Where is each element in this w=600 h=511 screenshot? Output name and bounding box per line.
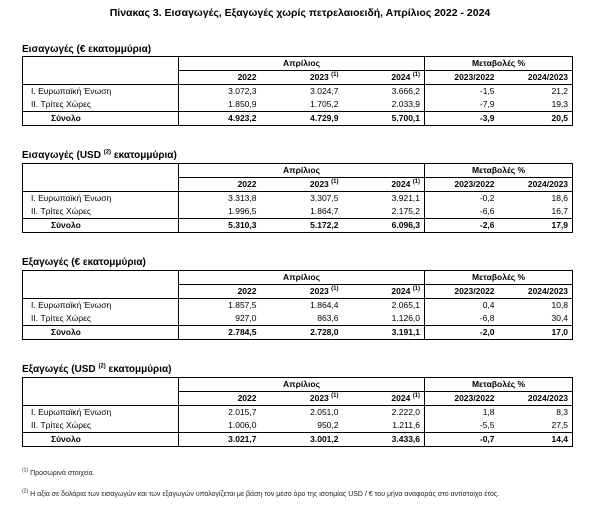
- header-columns-row: [23, 178, 573, 192]
- cell-change-2023-2022: -2,6: [479, 220, 495, 230]
- header-group-change: Μεταβολές %: [425, 271, 573, 285]
- table-row: [23, 98, 573, 112]
- cell-2024: 2.033,9: [343, 98, 425, 112]
- row-label: Σύνολο: [23, 219, 179, 233]
- column-header: 2022: [179, 285, 261, 299]
- header-group-row: [23, 57, 573, 71]
- cell-change-2024-2023: 16,7: [551, 206, 569, 216]
- footnote-ref: (1): [412, 393, 421, 400]
- row-label: Σύνολο: [23, 433, 179, 447]
- footnote-ref: (1): [331, 179, 339, 186]
- section-title: Εισαγωγές (€ εκατομμύρια): [22, 44, 152, 55]
- header-empty-cell: [23, 57, 179, 71]
- header-empty-cell: [23, 164, 179, 178]
- cell-2022: 927,0: [235, 313, 257, 323]
- cell-2022: 1.857,5: [228, 300, 257, 310]
- column-header: 2024/2023: [499, 71, 573, 85]
- column-header: 2023/2022: [425, 71, 499, 85]
- row-label: I. Ευρωπαϊκή Ένωση: [23, 406, 179, 420]
- footnote-ref: (1): [412, 179, 421, 186]
- header-group-change: Μεταβολές %: [425, 378, 573, 392]
- header-empty-cell: [23, 271, 179, 285]
- cell-2022: 2.015,7: [228, 407, 257, 417]
- cell-2023: 950,2: [317, 420, 339, 430]
- header-empty-cell: [23, 392, 179, 406]
- header-empty-cell: [23, 178, 179, 192]
- footnote-ref: (1): [331, 286, 339, 293]
- footnote-ref: (2): [98, 363, 106, 370]
- total-row: [23, 326, 573, 340]
- cell-2024: 6.096,3: [343, 219, 425, 233]
- row-label: Σύνολο: [23, 112, 179, 126]
- cell-2022: 3.021,7: [228, 434, 257, 444]
- cell-change-2023-2022: -1,5: [479, 86, 495, 96]
- total-row: [23, 112, 573, 126]
- cell-2022: 4.923,2: [228, 113, 257, 123]
- cell-change-2024-2023: 18,6: [551, 193, 569, 203]
- row-label: II. Τρίτες Χώρες: [23, 312, 179, 326]
- column-header: 2023/2022: [425, 178, 499, 192]
- row-label: II. Τρίτες Χώρες: [23, 205, 179, 219]
- cell-change-2023-2022: -7,9: [479, 99, 495, 109]
- column-header: 2023 $^{(1)}$: [261, 71, 343, 85]
- cell-2023: 1.864,4: [310, 300, 339, 310]
- footnote-ref: (1): [412, 72, 421, 79]
- cell-2022: 3.313,8: [228, 193, 257, 203]
- column-header: 2024 $^{(1)}$: [343, 285, 425, 299]
- column-header: 2023 $^{(1)}$: [261, 392, 343, 406]
- cell-2023: 2.051,0: [310, 407, 339, 417]
- column-header: 2024/2023: [499, 392, 573, 406]
- column-header: 2024 $^{(1)}$: [343, 178, 425, 192]
- header-group-row: [23, 271, 573, 285]
- cell-2022: 1.850,9: [228, 99, 257, 109]
- cell-change-2023-2022: -2,0: [479, 327, 495, 337]
- page-title: Πίνακας 3. Εισαγωγές, Εξαγωγές χωρίς πετρελαιοειδή, Απρίλιος 2022 - 2024: [109, 7, 491, 19]
- cell-2023: 3.307,5: [310, 193, 339, 203]
- column-header: 2023/2022: [425, 285, 499, 299]
- cell-change-2024-2023: 21,2: [551, 86, 569, 96]
- header-group-month: Απρίλιος: [179, 164, 425, 178]
- cell-2024: 2.222,0: [343, 406, 425, 420]
- row-label: I. Ευρωπαϊκή Ένωση: [23, 299, 179, 313]
- footnote-mark: (1): [22, 467, 29, 474]
- data-table: [22, 377, 573, 447]
- cell-change-2023-2022: -0,7: [479, 434, 495, 444]
- row-label: I. Ευρωπαϊκή Ένωση: [23, 192, 179, 206]
- total-row: [23, 433, 573, 447]
- cell-change-2024-2023: 27,5: [551, 420, 569, 430]
- cell-change-2024-2023: 17,0: [551, 327, 569, 337]
- cell-2024: 3.921,1: [343, 192, 425, 206]
- cell-change-2023-2022: -6,8: [479, 313, 495, 323]
- footnote-mark: (2): [22, 488, 29, 495]
- header-group-change: Μεταβολές %: [425, 164, 573, 178]
- footnote: $^{(1)}$ Προσωρινά στοιχεία.: [22, 467, 95, 477]
- header-group-row: [23, 164, 573, 178]
- cell-2023: 1.705,2: [310, 99, 339, 109]
- cell-2024: 1.211,6: [343, 419, 425, 433]
- cell-change-2023-2022: -3,9: [479, 113, 495, 123]
- header-group-month: Απρίλιος: [179, 271, 425, 285]
- row-label: Σύνολο: [23, 326, 179, 340]
- header-columns-row: [23, 71, 573, 85]
- cell-change-2023-2022: -5,5: [479, 420, 495, 430]
- column-header: 2024/2023: [499, 178, 573, 192]
- table-row: [23, 406, 573, 420]
- section-title: Εισαγωγές (USD $^{(2)}$ εκατομμύρια): [22, 149, 177, 161]
- column-header: 2023/2022: [425, 392, 499, 406]
- footnote: $^{(2)}$ Η αξία σε δολάρια των εισαγωγών και των εξαγωγών υπολογίζεται με βάση τον μέσο όρο της ισοτιμίας USD / € του μήνα αναφοράς στο αντίστοιχο έτος.: [22, 488, 500, 498]
- table-row: [23, 312, 573, 326]
- cell-change-2024-2023: 30,4: [551, 313, 569, 323]
- cell-2023: 1.864,7: [310, 206, 339, 216]
- cell-2022: 3.072,3: [228, 86, 257, 96]
- cell-change-2023-2022: -6,6: [479, 206, 495, 216]
- column-header: 2022: [179, 392, 261, 406]
- column-header: 2022: [179, 71, 261, 85]
- header-columns-row: [23, 285, 573, 299]
- row-label: I. Ευρωπαϊκή Ένωση: [23, 85, 179, 99]
- table-row: [23, 192, 573, 206]
- cell-2022: 2.784,5: [228, 327, 257, 337]
- cell-change-2024-2023: 14,4: [551, 434, 569, 444]
- footnote-ref: (2): [103, 149, 112, 156]
- cell-change-2023-2022: 0,4: [482, 300, 495, 310]
- cell-2023: 3.001,2: [310, 434, 339, 444]
- table-row: [23, 85, 573, 99]
- column-header: 2024/2023: [499, 285, 573, 299]
- cell-2024: 2.175,2: [343, 205, 425, 219]
- cell-2022: 1.996,5: [228, 206, 257, 216]
- cell-change-2024-2023: 17,9: [551, 220, 569, 230]
- data-table: [22, 56, 573, 126]
- cell-2024: 2.065,1: [343, 299, 425, 313]
- cell-change-2024-2023: 8,3: [556, 407, 569, 417]
- data-table: [22, 163, 573, 233]
- cell-2022: 1.006,0: [228, 420, 257, 430]
- header-group-month: Απρίλιος: [179, 378, 425, 392]
- row-label: II. Τρίτες Χώρες: [23, 419, 179, 433]
- cell-2024: 1.126,0: [343, 312, 425, 326]
- header-group-change: Μεταβολές %: [425, 57, 573, 71]
- cell-change-2024-2023: 10,8: [551, 300, 569, 310]
- section-title: Εξαγωγές (USD $^{(2)}$ εκατομμύρια): [22, 363, 172, 375]
- column-header: 2022: [179, 178, 261, 192]
- table-row: [23, 205, 573, 219]
- cell-change-2023-2022: 1,8: [482, 407, 495, 417]
- header-empty-cell: [23, 285, 179, 299]
- footnote-ref: (1): [412, 286, 421, 293]
- cell-2023: 3.024,7: [310, 86, 339, 96]
- header-group-row: [23, 378, 573, 392]
- column-header: 2023 $^{(1)}$: [261, 178, 343, 192]
- cell-2023: 863,6: [317, 313, 339, 323]
- cell-2023: 5.172,2: [310, 220, 339, 230]
- column-header: 2024 $^{(1)}$: [343, 392, 425, 406]
- column-header: 2023 $^{(1)}$: [261, 285, 343, 299]
- cell-2023: 4.729,9: [310, 113, 339, 123]
- header-columns-row: [23, 392, 573, 406]
- header-group-month: Απρίλιος: [179, 57, 425, 71]
- cell-change-2024-2023: 19,3: [551, 99, 569, 109]
- cell-change-2024-2023: 20,5: [551, 113, 569, 123]
- row-label: II. Τρίτες Χώρες: [23, 98, 179, 112]
- table-row: [23, 299, 573, 313]
- cell-2024: 3.666,2: [343, 85, 425, 99]
- cell-2024: 5.700,1: [343, 112, 425, 126]
- footnote-ref: (1): [331, 393, 339, 400]
- cell-2023: 2.728,0: [310, 327, 339, 337]
- data-table: [22, 270, 573, 340]
- total-row: [23, 219, 573, 233]
- header-empty-cell: [23, 71, 179, 85]
- header-empty-cell: [23, 378, 179, 392]
- cell-change-2023-2022: -0,2: [479, 193, 495, 203]
- cell-2024: 3.433,6: [343, 433, 425, 447]
- cell-2024: 3.191,1: [343, 326, 425, 340]
- section-title: Εξαγωγές (€ εκατομμύρια): [22, 257, 146, 268]
- footnote-ref: (1): [331, 72, 339, 79]
- column-header: 2024 $^{(1)}$: [343, 71, 425, 85]
- cell-2022: 5.310,3: [228, 220, 257, 230]
- table-row: [23, 419, 573, 433]
